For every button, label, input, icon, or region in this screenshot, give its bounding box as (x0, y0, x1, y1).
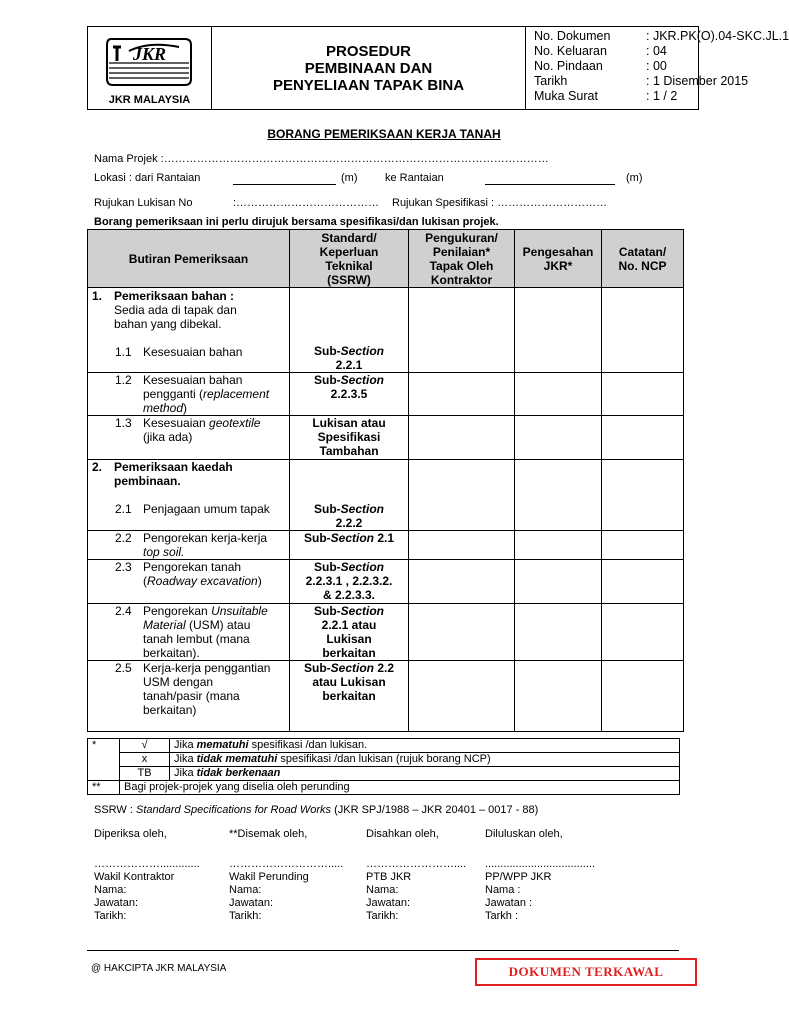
std-text: Sub- (303, 661, 331, 675)
title-line: PROSEDUR (325, 42, 411, 60)
butiran-cell (88, 416, 290, 460)
item-text (143, 574, 289, 588)
sub-item (88, 502, 289, 516)
signature-jawatan[interactable]: Jawatan: (229, 897, 274, 909)
section-number: 2. (92, 460, 103, 474)
nama-projek-field[interactable]: Nama Projek :…………………………………………………………………………………………… (94, 153, 549, 165)
pengesahan-cell[interactable] (515, 288, 602, 373)
pengukuran-cell[interactable] (409, 416, 515, 460)
std-text: Sub- (303, 531, 331, 545)
signature-tarikh[interactable]: Tarikh: (366, 910, 399, 922)
sub-item (88, 661, 289, 717)
item-text: Kesesuaian (143, 416, 210, 430)
signature-heading: Disahkan oleh, (366, 828, 439, 840)
std-line (290, 373, 408, 387)
catatan-cell[interactable] (602, 560, 684, 604)
legend-star: * (88, 739, 120, 781)
item-text: geotextile (209, 416, 261, 430)
meta-key: Muka Surat (534, 89, 598, 103)
controlled-document-stamp: DOKUMEN TERKAWAL (475, 958, 697, 986)
item-text: pengganti ( (143, 387, 204, 401)
header-butiran: Butiran Pemeriksaan (88, 230, 290, 288)
item-text (143, 416, 289, 430)
copyright-text: @ HAKCIPTA JKR MALAYSIA (91, 963, 227, 974)
pengukuran-cell[interactable] (409, 288, 515, 373)
pengesahan-cell[interactable] (515, 531, 602, 560)
pengesahan-cell[interactable] (515, 416, 602, 460)
signature-jawatan[interactable]: Jawatan: (94, 897, 139, 909)
unit-label: (m) (341, 172, 358, 184)
std-line: 2.2.3.5 (330, 387, 368, 401)
inspection-table (87, 229, 684, 732)
std-text: Sub- (313, 560, 341, 574)
signature-nama[interactable]: Nama : (485, 884, 521, 896)
section-title: Pemeriksaan bahan : (114, 289, 235, 303)
std-line: 2.2.1 (335, 358, 363, 372)
item-text: Roadway excavation (147, 574, 258, 588)
std-text: Sub- (313, 344, 341, 358)
butiran-cell (88, 288, 290, 373)
item-text: Material (143, 618, 186, 632)
std-line: Spesifikasi (317, 430, 381, 444)
item-text (143, 401, 289, 415)
table-row (88, 288, 684, 373)
sub-item (88, 416, 289, 444)
lokasi-to-field[interactable] (485, 184, 615, 185)
ssrw-text: Standard Specifications for Road Works (135, 804, 332, 816)
legend-row (88, 767, 680, 781)
signature-tarikh[interactable]: Tarkh : (485, 910, 519, 922)
meta-key: No. Keluaran (534, 44, 607, 58)
standard-cell (290, 373, 409, 416)
butiran-cell (88, 604, 290, 661)
standard-cell (290, 531, 409, 560)
signature-role: Wakil Kontraktor (94, 871, 175, 883)
meta-value: : JKR.PK(O).04-SKC.JL.1 (646, 29, 789, 43)
item-text (143, 618, 289, 632)
item-text: (jika ada) (143, 430, 193, 444)
catatan-cell[interactable] (602, 288, 684, 373)
std-text: 2.1 (374, 531, 395, 545)
signature-block-perunding (229, 828, 343, 923)
std-text: Section (330, 661, 374, 675)
signature-block-pp-wpp (485, 828, 595, 923)
header-line: Penilaian* (432, 244, 491, 259)
jkr-logo-icon (99, 33, 199, 91)
legend-text: Jika (174, 767, 197, 779)
meta-key: No. Dokumen (534, 29, 611, 43)
form-title: BORANG PEMERIKSAAN KERJA TANAH (267, 127, 501, 141)
std-text: Section (340, 502, 384, 516)
pengesahan-cell[interactable] (515, 460, 602, 531)
pengukuran-cell[interactable] (409, 460, 515, 531)
header-line: No. NCP (618, 258, 667, 273)
item-number: 2.2 (115, 531, 132, 545)
std-text: Section (340, 560, 384, 574)
document-meta (526, 27, 789, 109)
footer-divider (87, 950, 679, 951)
std-text: 2.2 (374, 661, 395, 675)
signature-line[interactable]: ………………………..... (229, 858, 344, 870)
item-text: tanah lembut (mana (143, 632, 250, 646)
item-number: 2.1 (115, 502, 132, 516)
legend-text: tidak mematuhi (196, 753, 278, 765)
legend-text: spesifikasi /dan lukisan (rujuk borang NCP) (277, 753, 491, 765)
butiran-cell (88, 460, 290, 531)
signature-nama[interactable]: Nama: (229, 884, 262, 896)
signature-nama[interactable]: Nama: (94, 884, 127, 896)
section-desc (88, 317, 289, 331)
signature-nama[interactable]: Nama: (366, 884, 399, 896)
std-line: 2.2.1 atau (321, 618, 377, 632)
desc-line: bahan yang dibekal. (114, 317, 222, 331)
pengukuran-cell[interactable] (409, 661, 515, 732)
table-row (88, 373, 684, 416)
legend-text: Jika (174, 739, 197, 751)
meta-row (534, 74, 749, 89)
item-text: (USM) atau (185, 618, 251, 632)
rujukan-lukisan-field[interactable]: :………………………………… (233, 197, 380, 209)
std-text: Section (330, 531, 374, 545)
item-number: 1.3 (115, 416, 132, 430)
std-line (290, 560, 408, 574)
table-row (88, 560, 684, 604)
std-line: & 2.2.3.3. (322, 588, 376, 602)
table-row (88, 416, 684, 460)
catatan-cell[interactable] (602, 531, 684, 560)
header-line: Catatan/ (618, 244, 667, 259)
std-line: berkaitan (322, 689, 376, 703)
ssrw-label: SSRW (94, 804, 127, 816)
section-heading (88, 289, 289, 303)
meta-row (534, 44, 704, 59)
header-line: Keperluan (319, 244, 379, 259)
header-line: Pengesahan (522, 244, 594, 259)
lokasi-label: Lokasi : dari Rantaian (94, 172, 201, 184)
meta-row (534, 59, 704, 74)
header-catatan (602, 230, 684, 288)
item-text: Unsuitable (211, 604, 268, 618)
pengesahan-cell[interactable] (515, 661, 602, 732)
item-text (143, 545, 289, 559)
signature-line[interactable]: ………………............. (94, 858, 200, 870)
legend-text: Bagi projek-projek yang diselia oleh perunding (120, 781, 680, 795)
std-line: Tambahan (319, 444, 379, 458)
std-line (290, 604, 408, 618)
legend-star: ** (88, 781, 120, 795)
header-line: Pengukuran/ (425, 230, 498, 245)
item-text (143, 604, 289, 618)
item-number: 2.4 (115, 604, 132, 618)
item-text: Kesesuaian bahan (143, 345, 243, 359)
item-text: Kesesuaian bahan (143, 373, 243, 387)
std-text: Sub- (313, 604, 341, 618)
signature-heading: **Disemak oleh, (229, 828, 308, 840)
item-text: Pengorekan kerja-kerja (143, 531, 268, 545)
item-number: 1.2 (115, 373, 132, 387)
item-text: top soil. (143, 545, 185, 559)
item-text: berkaitan). (143, 646, 200, 660)
legend-symbol: √ (120, 739, 170, 753)
ssrw-note (94, 804, 538, 816)
legend-text (170, 753, 680, 767)
table-row (88, 460, 684, 531)
meta-row (534, 29, 789, 44)
header-line: JKR* (543, 258, 573, 273)
signature-block-ptb (366, 828, 466, 923)
std-line (290, 661, 408, 675)
item-number: 1.1 (115, 345, 132, 359)
signature-heading: Diluluskan oleh, (485, 828, 563, 840)
table-row (88, 604, 684, 661)
item-text: Pengorekan (143, 604, 212, 618)
logo-cell (88, 27, 212, 109)
std-text: Sub- (313, 373, 341, 387)
ke-rantaian-label: ke Rantaian (385, 172, 444, 184)
std-line: atau Lukisan (312, 675, 386, 689)
signature-role: Wakil Perunding (229, 871, 309, 883)
sub-item (88, 345, 289, 359)
pengesahan-cell[interactable] (515, 560, 602, 604)
section-heading (88, 460, 289, 474)
item-text: ( (143, 574, 147, 588)
std-line: 2.2.3.1 , 2.2.3.2. (305, 574, 393, 588)
title-line: PEMBINAAN DAN (304, 59, 433, 77)
header-pengukuran (409, 230, 515, 288)
desc-line: Sedia ada di tapak dan (114, 303, 237, 317)
legend-symbol: TB (120, 767, 170, 781)
legend-text (170, 767, 680, 781)
sub-item (88, 604, 289, 660)
section-desc (88, 303, 289, 317)
header-line: Teknikal (325, 258, 373, 273)
svg-text:JKR: JKR (133, 44, 167, 64)
standard-cell (290, 416, 409, 460)
signature-block-kontraktor (94, 828, 200, 923)
meta-value: : 04 (646, 44, 667, 58)
legend-text: tidak berkenaan (196, 767, 281, 779)
meta-row (534, 89, 704, 104)
butiran-cell (88, 531, 290, 560)
section-heading: pembinaan. (114, 474, 181, 488)
table-row (88, 531, 684, 560)
meta-key: No. Pindaan (534, 59, 603, 73)
table-header-row (88, 230, 684, 288)
signature-role: PP/WPP JKR (485, 871, 552, 883)
legend-text: Jika (174, 753, 197, 765)
butiran-cell (88, 661, 290, 732)
header-line: Kontraktor (430, 272, 493, 287)
sub-item (88, 531, 289, 559)
legend-row (88, 753, 680, 767)
item-text: replacement (203, 387, 270, 401)
signature-line[interactable]: …………………….... (366, 858, 467, 870)
sub-item (88, 373, 289, 415)
item-text: tanah/pasir (mana (143, 689, 240, 703)
header-line: Standard/ (321, 230, 377, 245)
legend-text (170, 739, 680, 753)
header-line: Tapak Oleh (429, 258, 494, 273)
standard-cell (290, 661, 409, 732)
meta-value: : 1 Disember 2015 (646, 74, 749, 88)
ssrw-sep: : (126, 804, 136, 816)
catatan-cell[interactable] (602, 416, 684, 460)
std-text: Sub- (313, 502, 341, 516)
std-line (290, 344, 408, 358)
standard-cell (290, 288, 409, 373)
catatan-cell[interactable] (602, 604, 684, 661)
rujukan-spesifikasi-field[interactable]: Rujukan Spesifikasi : ………………………… (392, 197, 608, 209)
catatan-cell[interactable] (602, 373, 684, 416)
pengukuran-cell[interactable] (409, 604, 515, 661)
signature-jawatan[interactable]: Jawatan : (485, 897, 533, 909)
rujukan-lukisan-label: Rujukan Lukisan No (94, 197, 193, 209)
legend-symbol: x (120, 753, 170, 767)
legend-text: mematuhi (196, 739, 249, 751)
pengukuran-cell[interactable] (409, 560, 515, 604)
legend-row (88, 781, 680, 795)
section-number: 1. (92, 289, 103, 303)
std-line (290, 502, 408, 516)
signature-heading: Diperiksa oleh, (94, 828, 167, 840)
pengukuran-cell[interactable] (409, 531, 515, 560)
meta-value: : 1 / 2 (646, 89, 678, 103)
butiran-cell (88, 373, 290, 416)
std-line: berkaitan (322, 646, 376, 660)
procedure-title (212, 27, 526, 109)
item-text: method (143, 401, 184, 415)
item-text: berkaitan) (143, 703, 197, 717)
legend-row (88, 739, 680, 753)
pengukuran-cell[interactable] (409, 373, 515, 416)
item-text: ) (257, 574, 262, 588)
std-text: Section (340, 373, 384, 387)
meta-key: Tarikh (534, 74, 568, 88)
item-text: ) (183, 401, 188, 415)
std-line: Lukisan (326, 632, 372, 646)
table-row (88, 661, 684, 732)
item-number: 2.3 (115, 560, 132, 574)
signature-role: PTB JKR (366, 871, 412, 883)
unit-label: (m) (626, 172, 643, 184)
standard-cell (290, 560, 409, 604)
std-text: Section (340, 344, 384, 358)
meta-value: : 00 (646, 59, 667, 73)
legend-text: spesifikasi /dan lukisan. (248, 739, 368, 751)
signature-line[interactable]: .................................... (485, 858, 596, 870)
standard-cell (290, 460, 409, 531)
std-line (290, 531, 408, 545)
catatan-cell[interactable] (602, 661, 684, 732)
catatan-cell[interactable] (602, 460, 684, 531)
document-header (87, 26, 789, 110)
signature-tarikh[interactable]: Tarikh: (94, 910, 127, 922)
logo-caption: JKR MALAYSIA (108, 94, 191, 106)
std-line: 2.2.2 (335, 516, 363, 530)
header-line: (SSRW) (327, 272, 371, 287)
item-text: Penjagaan umum tapak (143, 502, 270, 516)
item-text: USM dengan (143, 675, 214, 689)
item-text: Kerja-kerja penggantian (143, 661, 271, 675)
standard-cell (290, 604, 409, 661)
form-note: Borang pemeriksaan ini perlu dirujuk bersama spesifikasi/dan lukisan projek. (94, 216, 499, 228)
header-standard (290, 230, 409, 288)
std-line: Lukisan atau (312, 416, 386, 430)
header-pengesahan (515, 230, 602, 288)
butiran-cell (88, 560, 290, 604)
section-title: Pemeriksaan kaedah (114, 460, 233, 474)
signature-jawatan[interactable]: Jawatan: (366, 897, 411, 909)
title-line: PENYELIAAN TAPAK BINA (272, 76, 465, 94)
legend-table (87, 738, 680, 795)
lokasi-from-field[interactable] (233, 184, 336, 185)
pengesahan-cell[interactable] (515, 604, 602, 661)
sub-item (88, 560, 289, 588)
pengesahan-cell[interactable] (515, 373, 602, 416)
item-text (143, 387, 289, 401)
signature-tarikh[interactable]: Tarikh: (229, 910, 262, 922)
item-number: 2.5 (115, 661, 132, 675)
ssrw-text: (JKR SPJ/1988 – JKR 20401 – 0017 - 88) (331, 804, 539, 816)
item-text: Pengorekan tanah (143, 560, 242, 574)
std-text: Section (340, 604, 384, 618)
